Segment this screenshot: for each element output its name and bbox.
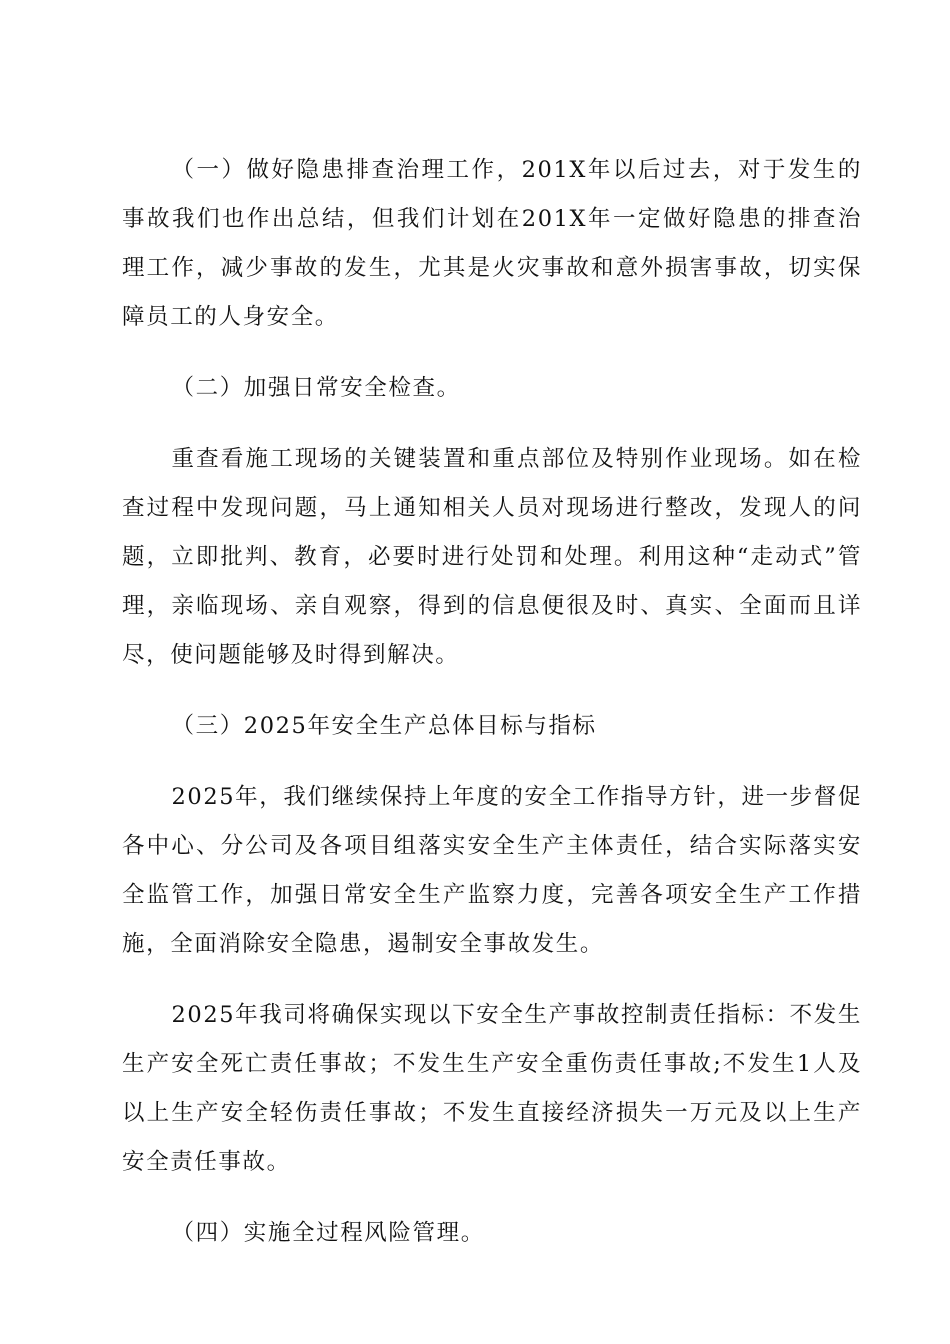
paragraph-hazard-inspection: （一）做好隐患排查治理工作，201X年以后过去，对于发生的事故我们也作出总结，但我们计划在201X年一定做好隐患的排查治理工作，减少事故的发生，尤其是火灾事故和意外损害事故，切实保障员工的人身安全。 — [122, 157, 862, 330]
document-body — [122, 146, 862, 1280]
paragraph-2025-indicators: 2025年我司将确保实现以下安全生产事故控制责任指标：不发生生产安全死亡责任事故；不发生生产安全重伤责任事故;不发生1人及以上生产安全轻伤责任事故；不发生直接经济损失一万元及以上生产安全责任事故。 — [122, 1002, 862, 1175]
heading-daily-safety-check: （二）加强日常安全检查。 — [171, 375, 461, 401]
paragraph-2025-guidelines: 2025年，我们继续保持上年度的安全工作指导方针，进一步督促各中心、分公司及各项目组落实安全生产主体责任，结合实际落实安全监管工作，加强日常安全生产监察力度，完善各项安全生产工作措施，全面消除安全隐患，遏制安全事故发生。 — [122, 784, 862, 957]
heading-2025-targets: （三）2025年安全生产总体目标与指标 — [171, 713, 597, 739]
paragraph-site-inspection: 重查看施工现场的关键装置和重点部位及特别作业现场。如在检查过程中发现问题，马上通知相关人员对现场进行整改，发现人的问题，立即批判、教育，必要时进行处罚和处理。利用这种“走动式”管理，亲临现场、亲自观察，得到的信息便很及时、真实、全面而且详尽，使问题能够及时得到解决。 — [122, 446, 862, 668]
heading-risk-management: （四）实施全过程风险管理。 — [171, 1220, 485, 1246]
